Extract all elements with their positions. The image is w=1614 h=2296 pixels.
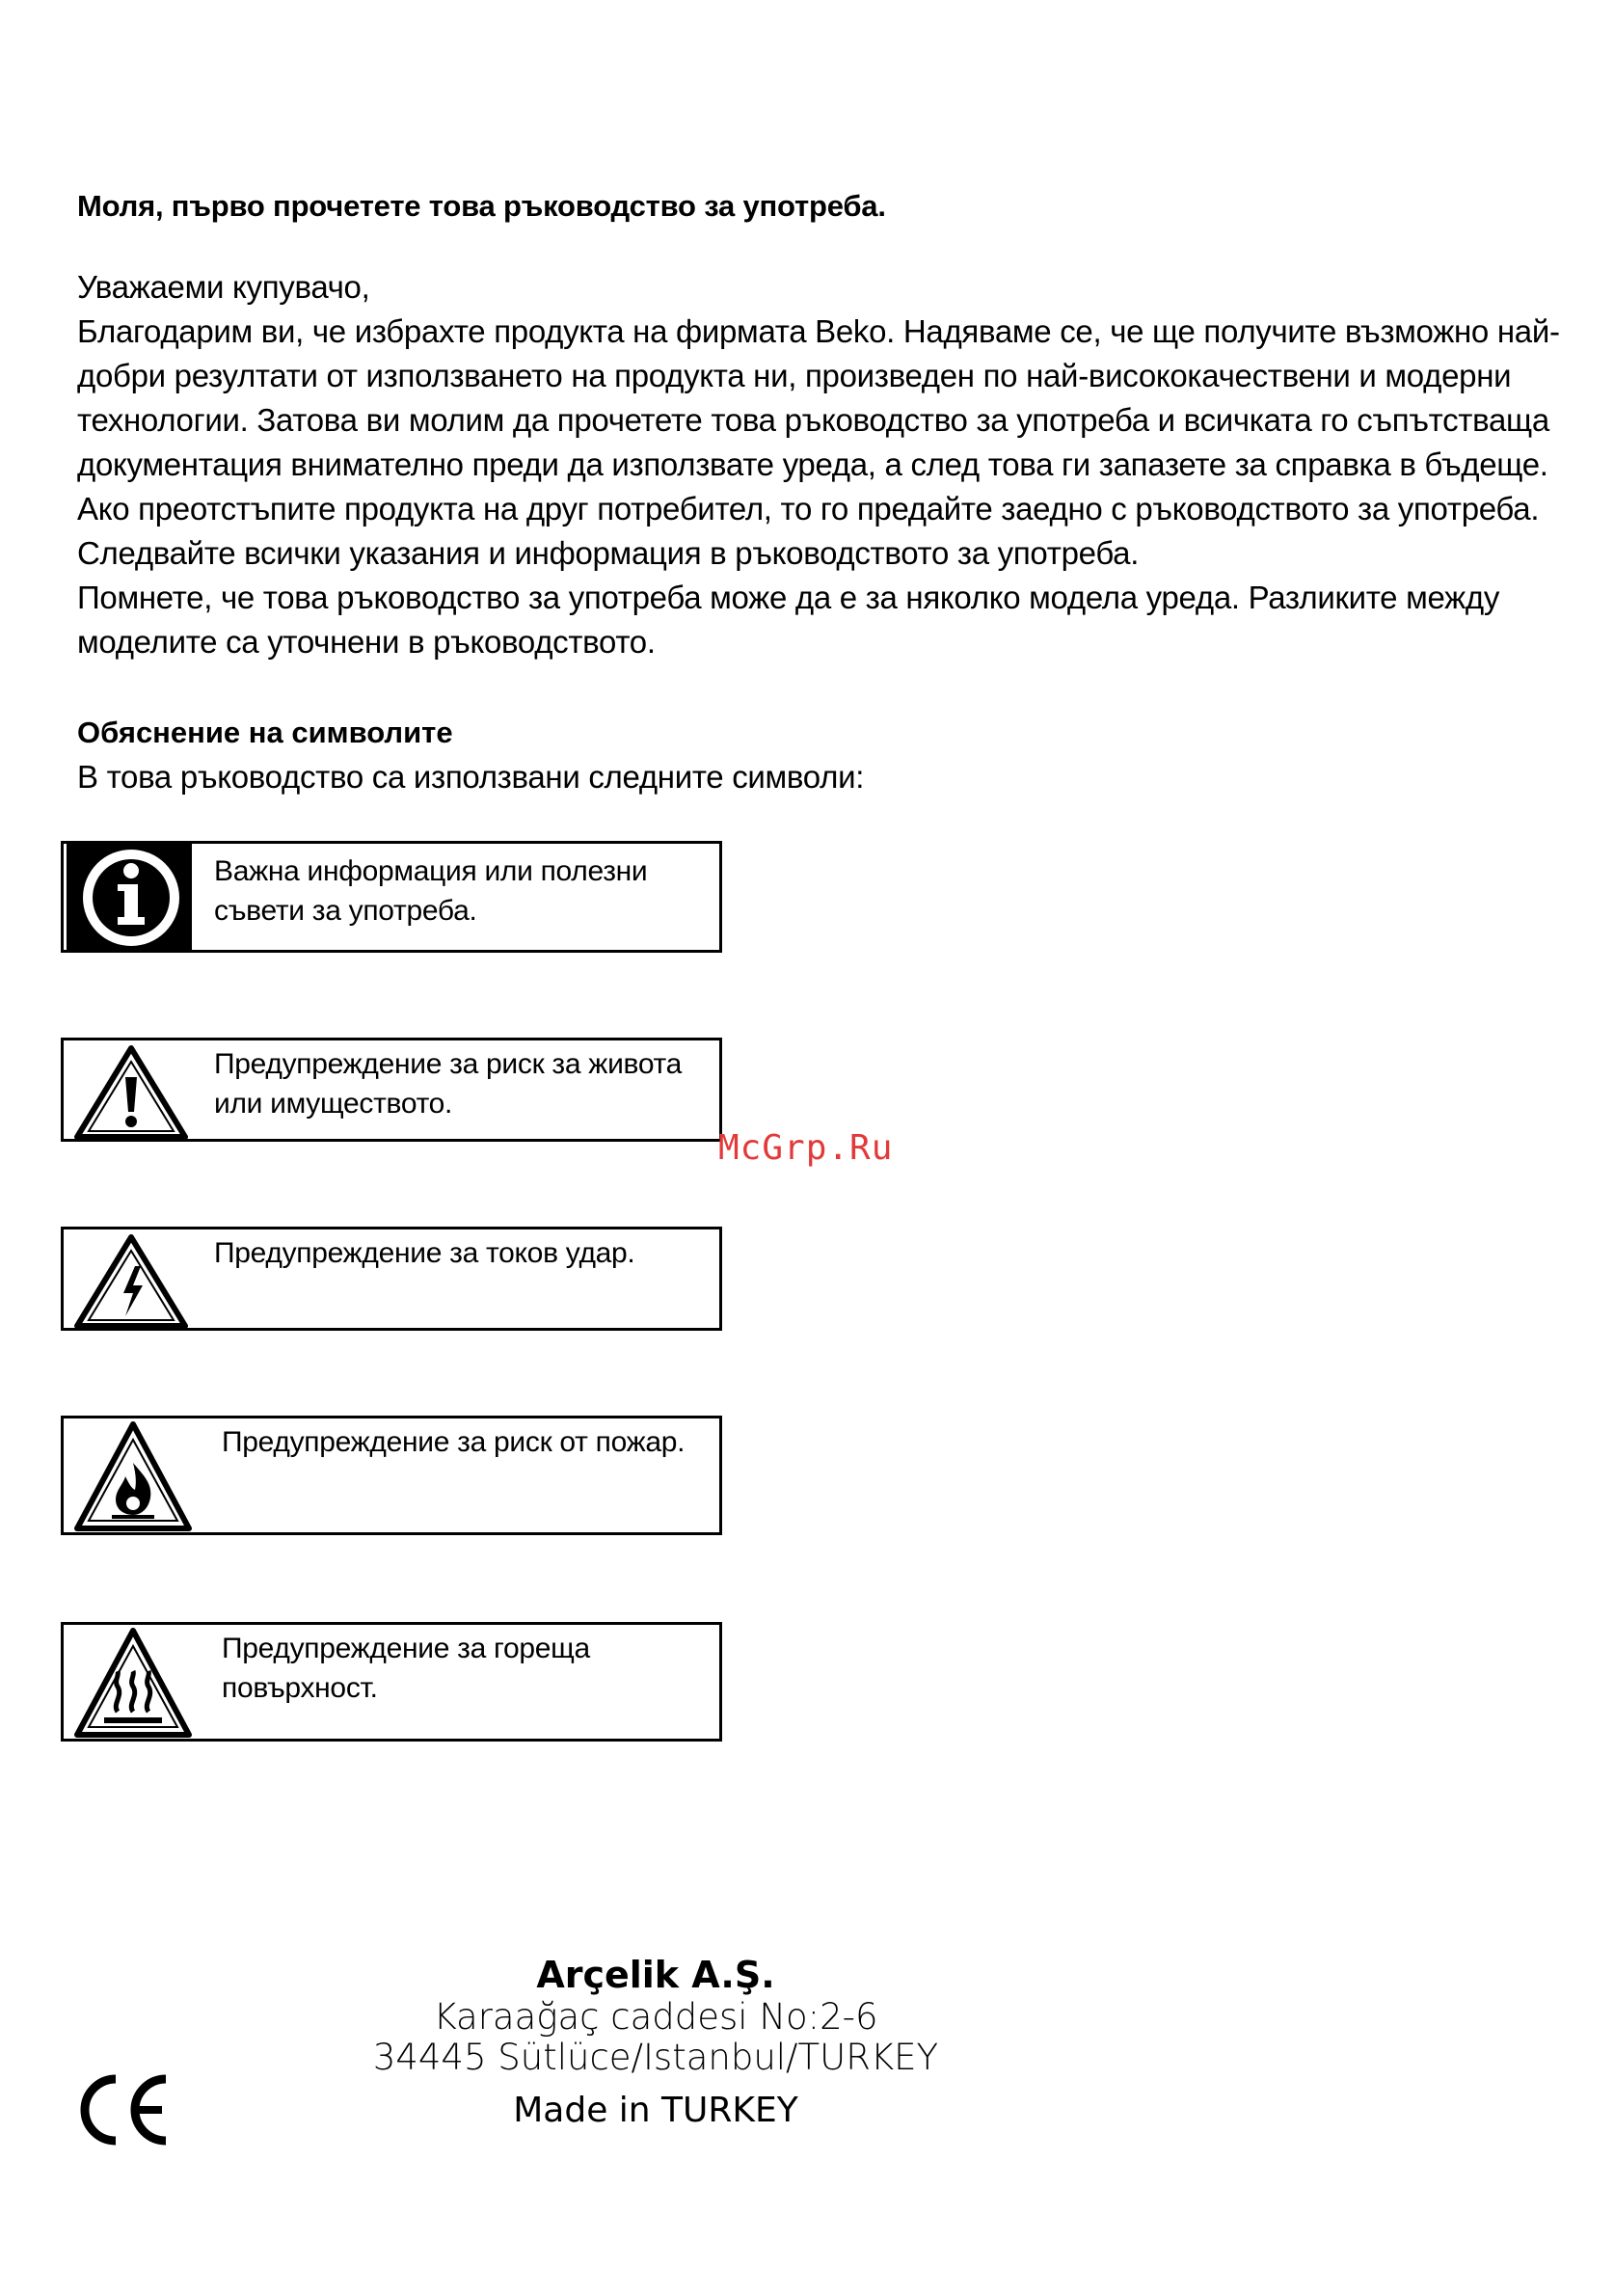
symbol-text-info: Важна информация или полезни съвети за употреба. <box>214 855 648 927</box>
intro-text <box>77 265 1562 664</box>
intro-paragraph-1: Благодарим ви, че избрахте продукта на фирмата Beko. Надяваме се, че ще получите възможно най-добри резултати от използването на продукта ни, произведен по най-висококачествени и модерни технологии. Затова ви молим да прочетете това ръководство за употреба и всичката го съпътстваща документация внимателно преди да използвате уреда, а след това ги запазете за справка в бъдеще. Ако преотстъпите продукта на друг потребител, то го предайте заедно с ръководството за употреба. Следвайте всички указания и информация в ръководството за употреба. <box>77 313 1560 571</box>
made-in: Made in TURKEY <box>513 2091 798 2130</box>
symbol-text-fire: Предупреждение за риск от пожар. <box>222 1426 686 1458</box>
greeting: Уважаеми купувачо, <box>77 269 370 305</box>
page-title: Моля, първо прочетете това ръководство за употреба. <box>77 189 886 223</box>
intro-paragraph-2: Помнете, че това ръководство за употреба може да е за няколко модела уреда. Разликите между моделите са уточнени в ръководството. <box>77 580 1500 660</box>
symbol-box-hot-surface <box>61 1622 722 1742</box>
symbols-section-intro: В това ръководство са използвани следните символи: <box>77 759 865 795</box>
manufacturer-footer <box>318 1953 993 2132</box>
ce-mark-icon <box>75 2073 172 2151</box>
company-name: Arçelik A.Ş. <box>536 1954 775 1996</box>
info-icon <box>67 844 192 955</box>
fire-risk-icon <box>73 1420 193 1537</box>
electric-shock-icon <box>73 1233 189 1335</box>
symbol-box-electric <box>61 1227 722 1331</box>
symbol-text-hot-surface: Предупреждение за гореща повърхност. <box>222 1633 590 1704</box>
hot-surface-icon <box>73 1627 193 1743</box>
warning-exclamation-icon <box>73 1044 189 1146</box>
watermark: McGrp.Ru <box>718 1128 894 1168</box>
symbol-box-fire <box>61 1416 722 1535</box>
symbol-text-electric: Предупреждение за токов удар. <box>214 1237 635 1269</box>
address-line-2: 34445 Sütlüce/Istanbul/TURKEY <box>372 2037 939 2078</box>
symbols-section-title: Обяснение на символите <box>77 716 453 749</box>
symbol-box-info <box>61 841 722 953</box>
symbol-text-warning: Предупреждение за риск за живота или имуществото. <box>214 1048 683 1120</box>
address-line-1: Karaağaç caddesi No:2-6 <box>433 1996 878 2038</box>
symbol-box-warning <box>61 1038 722 1142</box>
